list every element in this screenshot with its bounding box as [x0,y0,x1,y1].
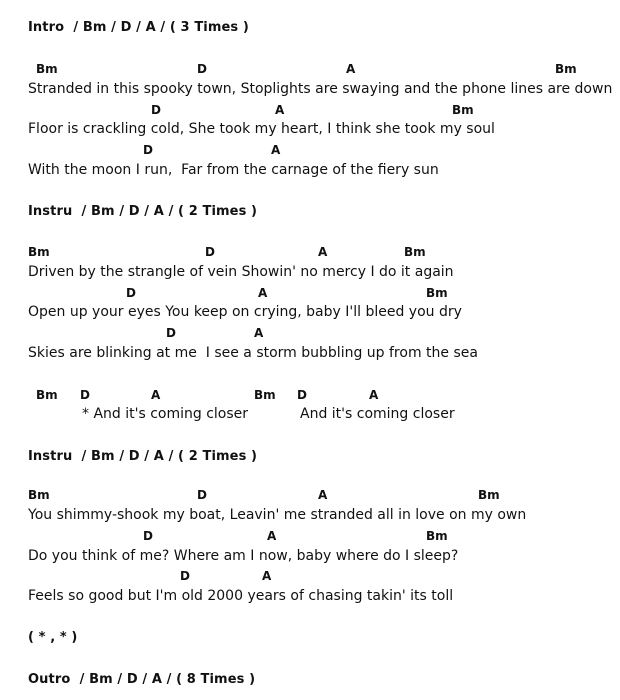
lyric-line: Open up your eyes You keep on crying, baby I'll bleed you dry [28,304,462,320]
chord: A [318,245,328,259]
lyric-line: With the moon I run, Far from the carnage of the fiery sun [28,162,439,178]
lyric-line: Driven by the strangle of vein Showin' no mercy I do it again [28,264,454,280]
chord: A [346,62,356,76]
chord: D [151,103,161,117]
lyric-line: You shimmy-shook my boat, Leavin' me stranded all in love on my own [28,507,527,523]
lyric-line: Floor is crackling cold, She took my heart, I think she took my soul [28,121,495,137]
chord: A [369,388,379,402]
chord: Bm [28,245,50,259]
chord: A [254,326,264,340]
chord: Bm [426,286,448,300]
chord: A [271,143,281,157]
chord: A [151,388,161,402]
chord: D [126,286,136,300]
chord: D [143,143,153,157]
chord: D [143,529,153,543]
chord: Bm [426,529,448,543]
chord: D [197,488,207,502]
chord: D [166,326,176,340]
chord: D [297,388,307,402]
chord: D [80,388,90,402]
instru-header: Instru / Bm / D / A / ( 2 Times ) [28,204,258,219]
lyric-line: Stranded in this spooky town, Stoplights are swaying and the phone lines are down [28,81,613,97]
chord: A [275,103,285,117]
chord: Bm [28,488,50,502]
chord: Bm [555,62,577,76]
chord: A [258,286,268,300]
repeat-marker: ( * , * ) [28,630,78,645]
chord: A [318,488,328,502]
lyric-line: Skies are blinking at me I see a storm bubbling up from the sea [28,345,478,361]
chord: Bm [36,62,58,76]
outro-header: Outro / Bm / D / A / ( 8 Times ) [28,672,256,687]
chord: Bm [478,488,500,502]
chord: D [180,569,190,583]
chord: D [205,245,215,259]
chord: Bm [254,388,276,402]
chord: D [197,62,207,76]
chord: A [262,569,272,583]
intro-header: Intro / Bm / D / A / ( 3 Times ) [28,20,249,35]
chord: Bm [36,388,58,402]
chord: Bm [452,103,474,117]
lyric-line: * And it's coming closer [82,406,249,422]
instru-header: Instru / Bm / D / A / ( 2 Times ) [28,449,258,464]
lyric-line: Do you think of me? Where am I now, baby where do I sleep? [28,548,459,564]
lyric-line: And it's coming closer [300,406,455,422]
chord: Bm [404,245,426,259]
lyric-line: Feels so good but I'm old 2000 years of chasing takin' its toll [28,588,454,604]
chord: A [267,529,277,543]
